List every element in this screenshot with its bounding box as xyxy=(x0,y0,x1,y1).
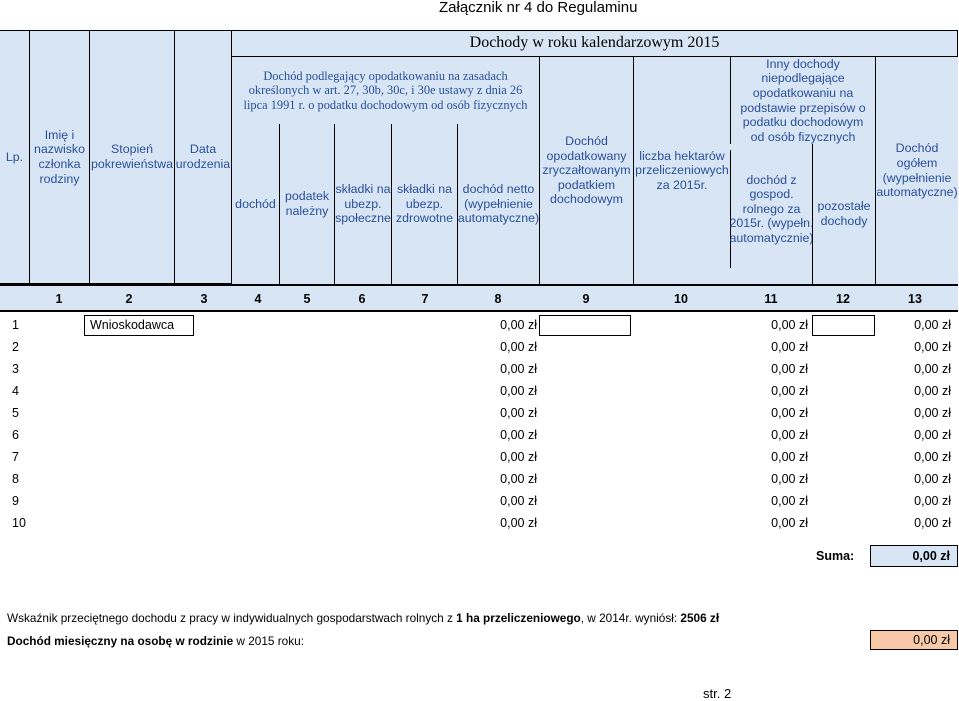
table-row xyxy=(0,380,958,402)
column-number: 9 xyxy=(582,292,590,306)
monthly-income-label: Dochód miesięczny na osobę w rodzinie w 2015 roku: xyxy=(7,634,304,648)
total-income-value: 0,00 zł xyxy=(914,362,951,376)
table-row xyxy=(0,336,958,358)
row-number: 10 xyxy=(12,516,26,530)
total-income-value: 0,00 zł xyxy=(914,428,951,442)
row-number: 7 xyxy=(12,450,19,464)
farm-income-value: 0,00 zł xyxy=(771,450,808,464)
farm-income-value: 0,00 zł xyxy=(771,406,808,420)
column-number: 5 xyxy=(303,292,311,306)
net-income-value: 0,00 zł xyxy=(500,472,537,486)
col-header-health-contrib: składki na ubezp. zdrowotne xyxy=(391,124,457,284)
net-income-value: 0,00 zł xyxy=(500,516,537,530)
net-income-value: 0,00 zł xyxy=(500,494,537,508)
column-numbers-row xyxy=(0,284,958,312)
income-input-box[interactable] xyxy=(539,315,631,336)
row-number: 9 xyxy=(12,494,19,508)
column-number: 1 xyxy=(55,292,63,306)
income-indicator-note: Wskaźnik przeciętnego dochodu z pracy w indywidualnych gospodarstwach rolnych z 1 ha przeliczeniowego, w 2014r. wyniósł: 2506 zł xyxy=(7,611,720,625)
column-number: 7 xyxy=(421,292,429,306)
taxed-income-group-header: Dochód podlegający opodatkowaniu na zasadach określonych w art. 27, 30b, 30c, i 30e ustawy z dnia 26 lipca 1991 r. o podatku dochodowym od osób fizycznych xyxy=(232,56,539,124)
sum-label: Suma: xyxy=(816,549,855,563)
monthly-income-value-box xyxy=(870,630,958,650)
col-header-social-contrib: składki na ubezp. społeczne xyxy=(334,124,391,284)
net-income-value: 0,00 zł xyxy=(500,450,537,464)
total-income-value: 0,00 zł xyxy=(914,384,951,398)
net-income-value: 0,00 zł xyxy=(500,384,537,398)
column-number: 13 xyxy=(908,292,922,306)
farm-income-value: 0,00 zł xyxy=(771,384,808,398)
row-number: 4 xyxy=(12,384,19,398)
total-income-value: 0,00 zł xyxy=(914,318,951,332)
table-row xyxy=(0,424,958,446)
farm-income-value: 0,00 zł xyxy=(771,516,808,530)
farm-income-value: 0,00 zł xyxy=(771,472,808,486)
farm-income-value: 0,00 zł xyxy=(771,428,808,442)
col-header-farm-income: dochód z gospod. rolnego za 2015r. (wypełn. automatycznie) xyxy=(730,150,812,268)
col-header-tax: podatek należny xyxy=(279,124,334,284)
farm-income-value: 0,00 zł xyxy=(771,340,808,354)
total-income-value: 0,00 zł xyxy=(914,406,951,420)
net-income-value: 0,00 zł xyxy=(500,340,537,354)
col-header-relation: Stopień pokrewieństwa xyxy=(90,30,175,284)
income-section-title: Dochody w roku kalendarzowym 2015 xyxy=(232,30,958,56)
table-row xyxy=(0,490,958,512)
table-row xyxy=(0,358,958,380)
col-header-name: Imię i nazwisko członka rodziny xyxy=(29,30,90,284)
column-number: 12 xyxy=(836,292,850,306)
page-number: str. 2 xyxy=(703,686,732,701)
row-number: 6 xyxy=(12,428,19,442)
net-income-value: 0,00 zł xyxy=(500,428,537,442)
sum-value: 0,00 zł xyxy=(912,549,950,563)
total-income-value: 0,00 zł xyxy=(914,516,951,530)
sum-value-box xyxy=(870,545,958,567)
table-row xyxy=(0,512,958,534)
col-header-hectares: liczba hektarów przeliczeniowych za 2015r. xyxy=(633,56,730,284)
monthly-income-value: 0,00 zł xyxy=(913,633,950,647)
column-number: 11 xyxy=(764,292,778,306)
table-row xyxy=(0,402,958,424)
column-number: 6 xyxy=(358,292,366,306)
net-income-value: 0,00 zł xyxy=(500,318,537,332)
row-number: 5 xyxy=(12,406,19,420)
net-income-value: 0,00 zł xyxy=(500,406,537,420)
farm-income-value: 0,00 zł xyxy=(771,494,808,508)
total-income-value: 0,00 zł xyxy=(914,494,951,508)
table-row xyxy=(0,314,958,336)
column-number: 10 xyxy=(674,292,688,306)
untaxed-income-group-header: Inny dochody niepodlegające opodatkowaniu na podstawie przepisów o podatku dochodowym od osób fizycznych xyxy=(730,56,875,144)
table-row xyxy=(0,446,958,468)
total-income-value: 0,00 zł xyxy=(914,450,951,464)
row-number: 2 xyxy=(12,340,19,354)
column-number: 4 xyxy=(254,292,262,306)
col-header-income: dochód xyxy=(235,196,276,211)
row-number: 3 xyxy=(12,362,19,376)
col-header-lp: Lp. xyxy=(0,30,29,284)
farm-income-value: 0,00 zł xyxy=(771,362,808,376)
other-income-input-box[interactable] xyxy=(812,315,875,336)
column-number: 3 xyxy=(200,292,208,306)
document-title: Załącznik nr 4 do Regulaminu xyxy=(439,0,638,16)
total-income-value: 0,00 zł xyxy=(914,340,951,354)
total-income-value: 0,00 zł xyxy=(914,472,951,486)
column-number: 8 xyxy=(494,292,502,306)
column-number: 2 xyxy=(125,292,133,306)
row-name: Wnioskodawca xyxy=(90,318,175,332)
row-number: 8 xyxy=(12,472,19,486)
col-header-total-income: Dochód ogółem (wypełnienie automatyczne) xyxy=(875,56,958,284)
col-header-birthdate: Data urodzenia xyxy=(175,30,232,284)
farm-income-value: 0,00 zł xyxy=(771,318,808,332)
net-income-value: 0,00 zł xyxy=(500,362,537,376)
col-header-other-income: pozostałe dochody xyxy=(812,144,875,284)
col-header-net-income: dochód netto (wypełnienie automatyczne) xyxy=(457,124,539,284)
col-header-flat-tax: Dochód opodatkowany zryczałtowanym podatkiem dochodowym xyxy=(539,56,633,284)
row-number: 1 xyxy=(12,318,19,332)
table-row xyxy=(0,468,958,490)
